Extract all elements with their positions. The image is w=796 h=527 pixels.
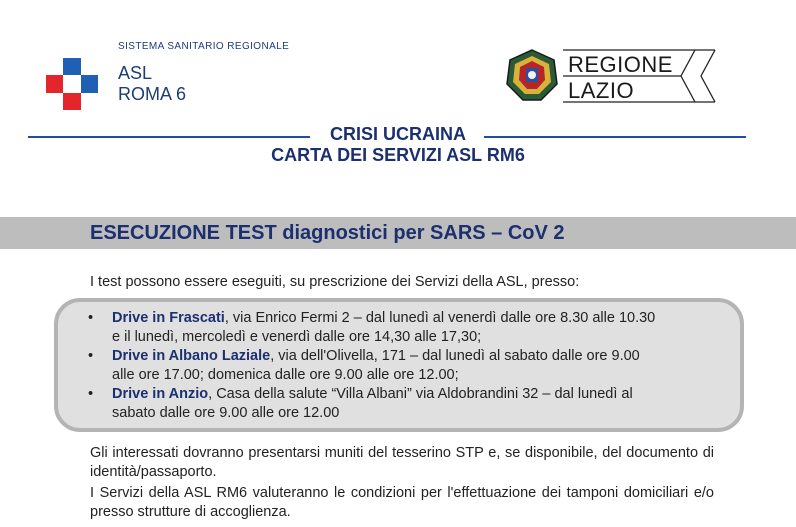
bullet: •	[88, 386, 94, 402]
regione-lazio-wordmark	[568, 52, 673, 104]
location-name: Drive in Frascati	[112, 310, 225, 326]
asl-name-line1: ASL	[118, 63, 153, 83]
section-heading: ESECUZIONE TEST diagnostici per SARS – CoV 2	[90, 222, 565, 244]
location-detail-line2: e il lunedì, mercoledì e venerdì dalle ore 14,30 alle 17,30;	[112, 329, 482, 345]
location-detail-line1: , Casa della salute “Villa Albani” via Aldobrandini 32 – dal lunedì al	[208, 386, 633, 402]
region-line2: LAZIO	[568, 78, 635, 103]
locations-list	[88, 309, 728, 423]
regione-lazio-emblem-icon	[505, 48, 559, 102]
location-detail-line1: , via Enrico Fermi 2 – dal lunedì al venerdì dalle ore 8.30 alle 10.30	[224, 310, 656, 326]
page-title	[0, 124, 796, 166]
location-detail-line1: , via dell'Olivella, 171 – dal lunedì al sabato dalle ore 9.00	[270, 348, 640, 364]
asl-name-line2: ROMA 6	[118, 84, 187, 104]
bullet: •	[88, 310, 94, 326]
location-name: Drive in Albano Laziale	[112, 348, 271, 364]
bullet: •	[88, 348, 94, 364]
paragraph-documents: Gli interessati dovranno presentarsi muniti del tesserino STP e, se disponibile, del documento di identità/passaporto.	[90, 445, 714, 480]
asl-name	[118, 63, 186, 105]
location-detail-line2: sabato dalle ore 9.00 alle ore 12.00	[112, 405, 340, 421]
location-detail-line2: alle ore 17.00; domenica dalle ore 9.00 alle ore 12.00;	[112, 367, 459, 383]
region-line1: REGIONE	[568, 52, 673, 77]
list-item	[88, 347, 728, 385]
intro-text: I test possono essere eseguiti, su prescrizione dei Servizi della ASL, presso:	[90, 274, 580, 290]
title-line1: CRISI UCRAINA	[329, 124, 466, 144]
list-item	[88, 385, 728, 423]
asl-subtitle: SISTEMA SANITARIO REGIONALE	[118, 41, 290, 52]
list-item	[88, 309, 728, 347]
paragraph-services: I Servizi della ASL RM6 valuteranno le condizioni per l'effettuazione dei tamponi domiciliari e/o presso strutture di accoglienza.	[90, 485, 714, 520]
asl-cross-icon	[46, 58, 98, 110]
location-name: Drive in Anzio	[112, 386, 209, 402]
title-line2: CARTA DEI SERVIZI ASL RM6	[271, 145, 525, 165]
